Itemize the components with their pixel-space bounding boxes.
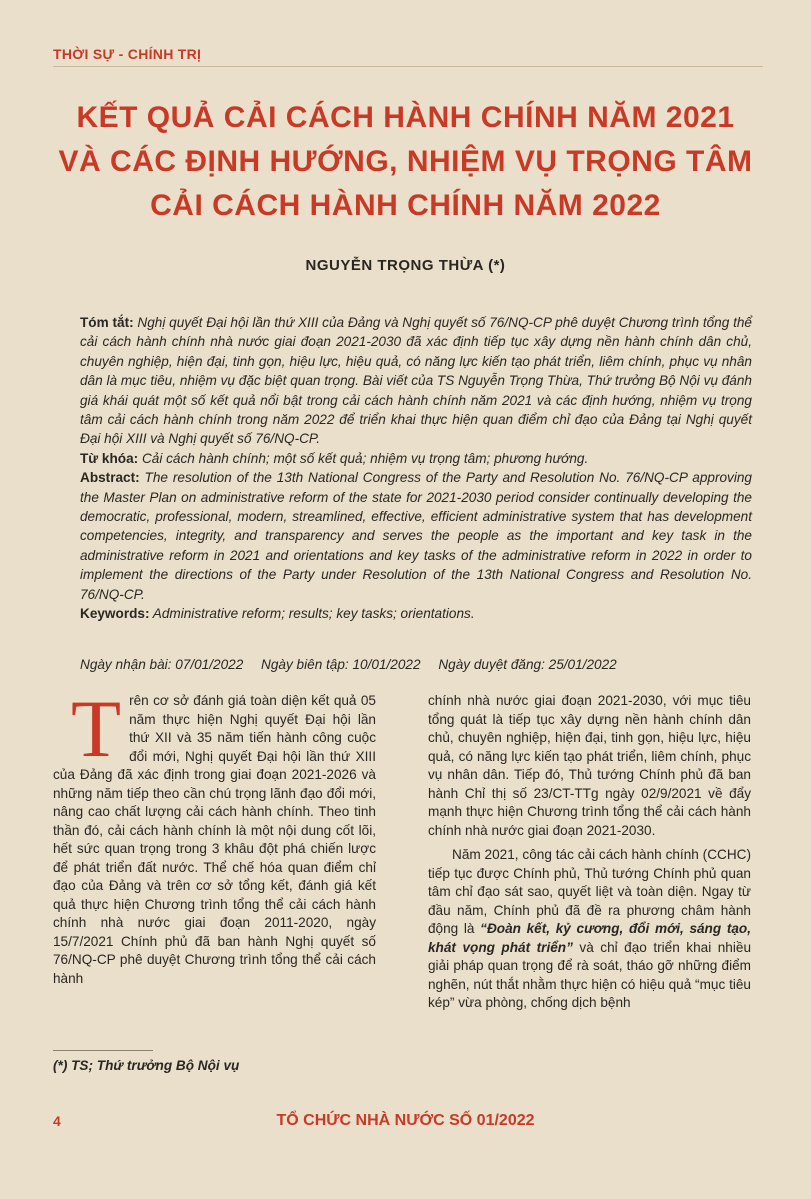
body-column-left <box>53 683 376 1044</box>
footnote: (*) TS; Thứ trưởng Bộ Nội vụ <box>53 1058 240 1073</box>
title-line-1: KẾT QUẢ CẢI CÁCH HÀNH CHÍNH NĂM 2021 <box>76 101 735 134</box>
keywords-vi-text: Cải cách hành chính; một số kết quả; nhiệm vụ trọng tâm; phương hướng. <box>138 450 589 466</box>
summary-en-label: Abstract: <box>80 470 140 486</box>
author-name: NGUYỄN TRỌNG THỪA (*) <box>305 257 506 274</box>
footnote-divider <box>53 1050 153 1051</box>
abstract-block <box>80 313 752 624</box>
keywords-en <box>80 604 752 623</box>
drop-cap: T <box>71 683 122 774</box>
body-text-left: rên cơ sở đánh giá toàn diện kết quả 05 năm thực hiện Nghị quyết Đại hội lần thứ XII và 35 năm tiến hành công cuộc đổi mới, Nghị quyết Đại hội lần thứ XIII của Đảng đã xác định trong giai đoạn 2021-2026 và những năm tiếp theo cần chú trọng lãnh đạo đổi mới, nâng cao chất lượng cải cách hành chính. Theo tinh thần đó, cải cách hành chính là một nội dung cốt lõi, hết sức quan trọng trong 3 khâu đột phá chiến lược để phát triển đất nước. Thể chế hóa quan điểm chỉ đạo của Đảng và trên cơ sở tổng kết, đánh giá kết quả thực hiện Chương trình tổng thể cải cách hành chính nhà nước giai đoạn 2011-2020, ngày 15/7/2021 Chính phủ đã ban hành Nghị quyết số 76/NQ-CP phê duyệt Chương trình tổng thể cải cách hành <box>53 693 376 986</box>
body-column-right <box>428 692 751 1013</box>
body-paragraph <box>428 846 751 1013</box>
keywords-vi <box>80 449 752 468</box>
summary-vi-text: Nghị quyết Đại hội lần thứ XIII của Đảng và Nghị quyết số 76/NQ-CP phê duyệt Chương trình tổng thể cải cách hành chính nhà nước giai đoạn 2021-2030 đã xác định tiếp tục xây dựng nền hành chính dân chủ, chuyên nghiệp, hiện đại, tinh gọn, hiệu lực, hiệu quả, có năng lực kiến tạo phát triển, liêm chính, phục vụ nhân dân là mục tiêu, nhiệm vụ đặc biệt quan trọng. Bài viết của TS Nguyễn Trọng Thừa, Thứ trưởng Bộ Nội vụ đánh giá khái quát một số kết quả nổi bật trong cải cách hành chính năm 2021 và các định hướng, nhiệm vụ trọng tâm cải cách hành chính trong năm 2022 để triển khai thực hiện quan điểm chỉ đạo của Đảng tại Nghị quyết Đại hội XIII và Nghị quyết số 76/NQ-CP. <box>80 315 752 447</box>
section-label: THỜI SỰ - CHÍNH TRỊ <box>53 46 202 62</box>
body-paragraph: chính nhà nước giai đoạn 2021-2030, với mục tiêu tổng quát là tiếp tục xây dựng nền hành chính dân chủ, chuyên nghiệp, hiện đại, tinh gọn, hiệu lực, hiệu quả, có năng lực kiến tạo phát triển, liêm chính, phục vụ nhân dân. Tiếp đó, Thủ tướng Chính phủ đã ban hành Chỉ thị số 23/CT-TTg ngày 02/9/2021 về đẩy mạnh thực hiện Chương trình tổng thể cải cách hành chính nhà nước giai đoạn 2021-2030. <box>428 693 751 838</box>
motto-text: “Đoàn kết, kỷ cương, đổi mới, sáng tạo, khát vọng phát triển” <box>428 921 752 955</box>
body-text: Năm 2021, công tác cải cách hành chính (CCHC) tiếp tục được Chính phủ, Thủ tướng Chính phủ quan tâm chỉ đạo sát sao, quyết liệt và toàn diện. Ngay từ đầu năm, Chính phủ đã đề ra phương châm hành động là <box>428 847 751 936</box>
body-text: và chỉ đạo triển khai nhiều giải pháp quan trọng để rà soát, tháo gỡ những điểm nghẽn, nút thắt nhằm thực hiện có hiệu quả “mục tiêu kép” vừa phòng, chống dịch bệnh <box>428 939 752 1010</box>
publication-dates <box>80 657 752 672</box>
summary-vi <box>80 313 752 449</box>
summary-vi-label: Tóm tắt: <box>80 315 134 330</box>
date-edited: Ngày biên tập: 10/01/2022 <box>261 657 421 672</box>
article-title <box>40 96 771 228</box>
page-number: 4 <box>53 1113 61 1129</box>
body-paragraph <box>53 683 376 988</box>
keywords-en-label: Keywords: <box>80 606 150 622</box>
keywords-vi-label: Từ khóa: <box>80 450 139 466</box>
keywords-en-text: Administrative reform; results; key tasks; orientations. <box>149 606 475 622</box>
summary-en-text: The resolution of the 13th National Congress of the Party and Resolution No. 76/NQ-CP approving the Master Plan on administrative reform of the state for 2021-2030 period consider continually developing the democratic, professional, modern, streamlined, effective, efficient administrative system that has development competencies, integrity, and transparency and serves the people as the important and key task in the administrative reform in 2021 and orientations and key tasks of the administrative reform in 2022 in order to implement the directions of the Party under Resolution of the 13th National Congress and Resolution No. 76/NQ-CP. <box>80 470 752 602</box>
date-approved: Ngày duyệt đăng: 25/01/2022 <box>438 657 617 672</box>
header-divider <box>53 66 763 67</box>
title-line-2: VÀ CÁC ĐỊNH HƯỚNG, NHIỆM VỤ TRỌNG TÂM <box>58 145 753 178</box>
date-received: Ngày nhận bài: 07/01/2022 <box>80 657 244 672</box>
summary-en <box>80 468 752 604</box>
title-line-3: CẢI CÁCH HÀNH CHÍNH NĂM 2022 <box>150 189 661 222</box>
journal-name: TỔ CHỨC NHÀ NƯỚC SỐ 01/2022 <box>276 1112 535 1129</box>
